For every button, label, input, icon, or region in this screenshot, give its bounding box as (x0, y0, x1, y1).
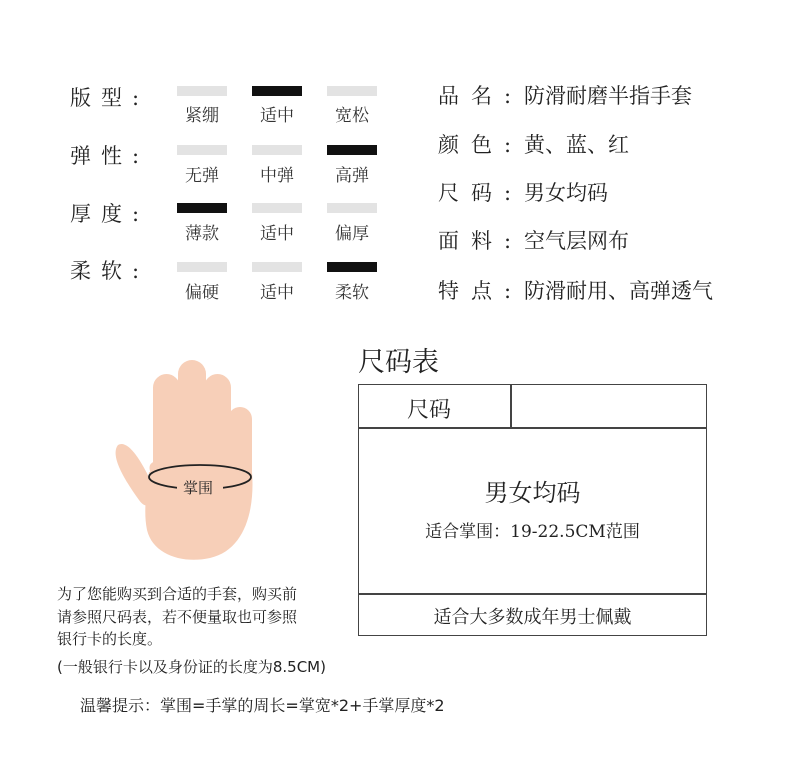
info-value-size: 男女均码 (524, 181, 608, 205)
info-value-name: 防滑耐磨半指手套 (524, 84, 692, 108)
rating-bar (252, 86, 302, 96)
rating-option: 适中 (260, 283, 294, 303)
table-header-size: 尺码 (407, 398, 452, 423)
rating-bar (252, 262, 302, 272)
rating-option: 中弹 (260, 166, 294, 186)
hand-illustration (105, 360, 275, 565)
rating-option: 宽松 (335, 106, 369, 126)
table-footer: 适合大多数成年男士佩戴 (433, 607, 632, 628)
rating-bar (327, 86, 377, 96)
attr-label-thickness: 厚度: (70, 202, 150, 226)
palm-label: 掌围 (183, 479, 214, 497)
table-fit-range: 适合掌围：19-22.5CM范围 (425, 522, 640, 542)
info-value-color: 黄、蓝、红 (524, 133, 629, 157)
info-value-fabric: 空气层网布 (524, 229, 629, 253)
rating-bar (252, 203, 302, 213)
attr-label-softness: 柔软: (70, 259, 150, 283)
note-line-2: 请参照尺码表，若不便量取也可参照 (57, 608, 298, 626)
note-line-3: 银行卡的长度。 (57, 630, 163, 648)
info-key-features: 特点: (438, 279, 524, 303)
rating-option: 适中 (260, 106, 294, 126)
rating-option: 偏硬 (185, 283, 219, 303)
rating-bar (177, 262, 227, 272)
rating-option: 无弹 (185, 166, 219, 186)
note-line-4: (一般银行卡以及身份证的长度为8.5CM) (57, 658, 326, 676)
tip-text: 温馨提示：掌围=手掌的周长=掌宽*2+手掌厚度*2 (80, 696, 445, 715)
hand-icon (116, 360, 253, 560)
info-key-name: 品名: (438, 84, 524, 108)
table-divider (359, 427, 706, 429)
info-value-features: 防滑耐用、高弹透气 (524, 279, 713, 303)
rating-bar (177, 86, 227, 96)
note-line-1: 为了您能购买到合适的手套，购买前 (57, 585, 298, 603)
rating-option: 薄款 (185, 224, 219, 244)
size-table (358, 384, 707, 636)
rating-bar (327, 145, 377, 155)
rating-bar (252, 145, 302, 155)
table-size-value: 男女均码 (484, 479, 581, 507)
attr-label-fit: 版型: (70, 86, 150, 110)
rating-option: 柔软 (335, 283, 369, 303)
rating-bar (177, 145, 227, 155)
size-table-title: 尺码表 (358, 347, 439, 378)
attr-label-elasticity: 弹性: (70, 144, 150, 168)
rating-bar (177, 203, 227, 213)
rating-option: 紧绷 (185, 106, 219, 126)
rating-bar (327, 203, 377, 213)
rating-bar (327, 262, 377, 272)
info-key-color: 颜色: (438, 133, 524, 157)
rating-option: 高弹 (335, 166, 369, 186)
table-divider (510, 385, 512, 427)
rating-option: 偏厚 (335, 224, 369, 244)
info-key-fabric: 面料: (438, 229, 524, 253)
rating-option: 适中 (260, 224, 294, 244)
table-divider (359, 593, 706, 595)
info-key-size: 尺码: (438, 181, 524, 205)
